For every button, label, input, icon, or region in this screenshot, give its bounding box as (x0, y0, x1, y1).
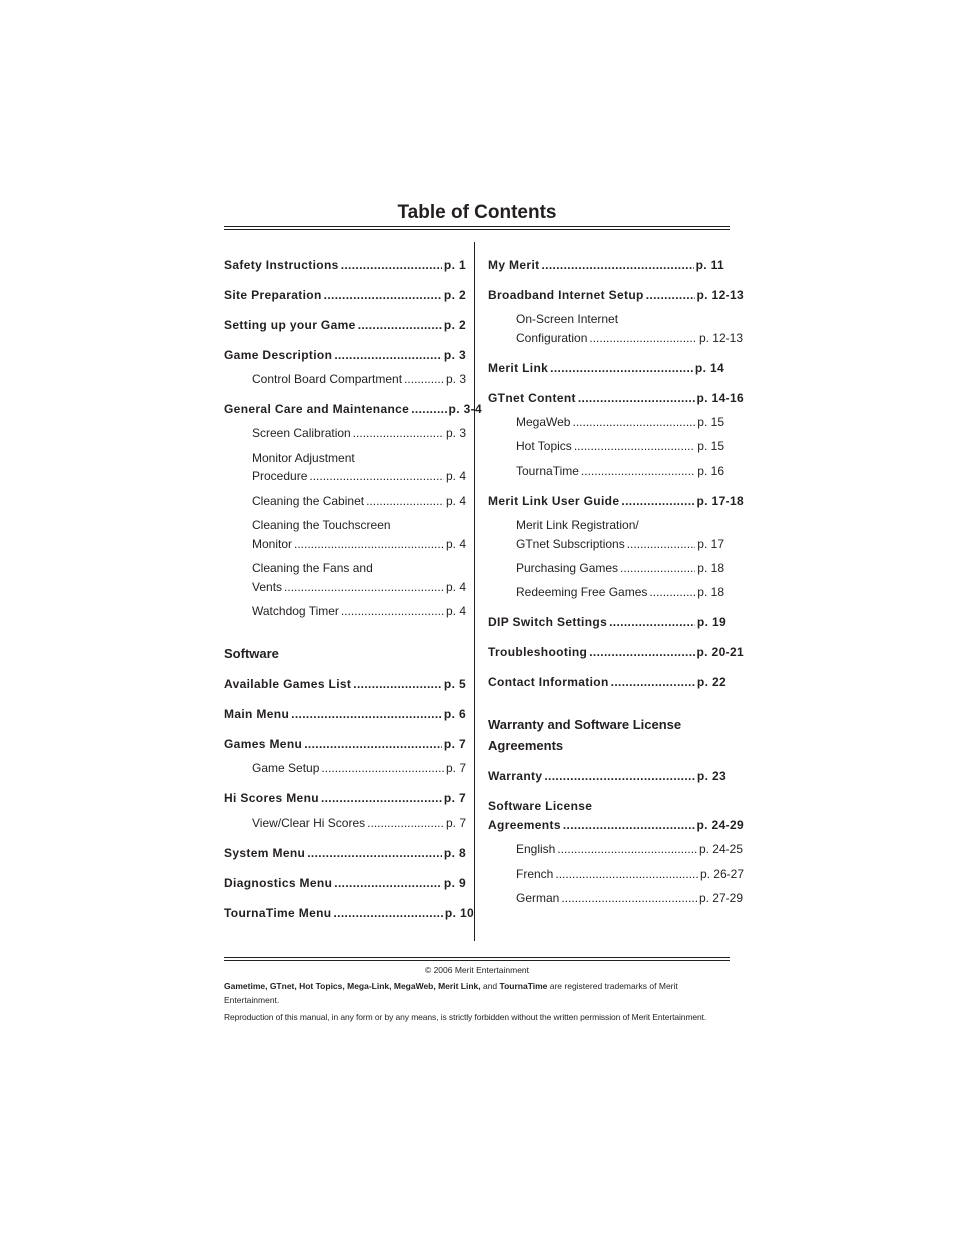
copyright-notice: © 2006 Merit Entertainment (424, 965, 530, 975)
footer-divider (224, 957, 730, 958)
toc-entry-site-preparation[interactable]: Site Preparation ..... p. 2 (224, 287, 466, 303)
toc-subentry-redeeming-free-games[interactable]: Redeeming Free Games ..... p. 18 (488, 584, 724, 600)
reproduction-notice: Reproduction of this manual, in any form or by any means, is strictly forbidden without the written permission of Merit Entertainment. (224, 1012, 707, 1022)
toc-subentry-purchasing-games[interactable]: Purchasing Games ..... p. 18 (488, 560, 724, 576)
toc-entry-system-menu[interactable]: System Menu ..... p. 8 (224, 845, 466, 861)
toc-entry-diagnostics-menu[interactable]: Diagnostics Menu ..... p. 9 (224, 875, 466, 891)
toc-subentry-french[interactable]: French ..... p. 26-27 (488, 866, 744, 882)
toc-subentry-view-clear-hi-scores[interactable]: View/Clear Hi Scores ..... p. 7 (224, 815, 466, 831)
toc-entry-gtnet-content[interactable]: GTnet Content ..... p. 14-16 (488, 390, 744, 406)
toc-subentry-watchdog-timer[interactable]: Watchdog Timer ..... p. 4 (224, 603, 466, 619)
toc-entry-hi-scores-menu[interactable]: Hi Scores Menu ..... p. 7 (224, 790, 466, 806)
toc-entry-software-license-agreements[interactable]: Agreements ..... p. 24-29 (488, 817, 744, 833)
toc-entry-troubleshooting[interactable]: Troubleshooting ..... p. 20-21 (488, 644, 744, 660)
toc-subentry-megaweb[interactable]: MegaWeb ..... p. 15 (488, 414, 724, 430)
section-heading-warranty-line2: Agreements (488, 738, 564, 753)
column-divider (474, 242, 475, 941)
toc-entry-broadband-setup[interactable]: Broadband Internet Setup ..... p. 12-13 (488, 287, 744, 303)
toc-subentry-cleaning-touchscreen[interactable]: Monitor ..... p. 4 (224, 536, 466, 552)
toc-subentry-gtnet-subscriptions[interactable]: GTnet Subscriptions ..... p. 17 (488, 536, 724, 552)
toc-entry-my-merit[interactable]: My Merit ..... p. 11 (488, 257, 724, 273)
toc-subentry-hot-topics[interactable]: Hot Topics ..... p. 15 (488, 438, 724, 454)
trademark-name-last: TournaTime (499, 981, 548, 991)
footer-divider-second (224, 960, 730, 961)
toc-entry-games-menu[interactable]: Games Menu ..... p. 7 (224, 736, 466, 752)
title-divider-second (224, 229, 730, 230)
toc-subentry-onscreen-line1: On-Screen Internet (516, 312, 619, 326)
trademark-notice (224, 979, 730, 1007)
toc-entry-available-games[interactable]: Available Games List ..... p. 5 (224, 676, 466, 692)
toc-subentry-game-setup[interactable]: Game Setup ..... p. 7 (224, 760, 466, 776)
toc-entry-general-care[interactable]: General Care and Maintenance ..... p. 3-4 (224, 401, 482, 417)
trademark-text: are registered trademarks of Merit Entertainment. (224, 981, 678, 1005)
toc-subentry-control-board[interactable]: Control Board Compartment ..... p. 3 (224, 371, 466, 387)
toc-subentry-english[interactable]: English ..... p. 24-25 (488, 841, 743, 857)
title-divider (224, 226, 730, 227)
section-heading-warranty-line1: Warranty and Software License (488, 717, 682, 732)
toc-entry-contact-information[interactable]: Contact Information ..... p. 22 (488, 674, 726, 690)
toc-entry-setting-up-game[interactable]: Setting up your Game ..... p. 2 (224, 317, 466, 333)
trademark-and: and (480, 981, 500, 991)
toc-subentry-tournatime[interactable]: TournaTime ..... p. 16 (488, 463, 724, 479)
toc-entry-warranty[interactable]: Warranty ..... p. 23 (488, 768, 726, 784)
toc-entry-tournatime-menu[interactable]: TournaTime Menu ..... p. 10 (224, 905, 474, 921)
page-title: Table of Contents (397, 202, 557, 223)
toc-subentry-german[interactable]: German ..... p. 27-29 (488, 890, 743, 906)
toc-subentry-registration-line1: Merit Link Registration/ (516, 518, 639, 532)
toc-subentry-fans-line1: Cleaning the Fans and (252, 561, 373, 575)
toc-entry-dip-switch-settings[interactable]: DIP Switch Settings ..... p. 19 (488, 614, 726, 630)
toc-entry-safety-instructions[interactable]: Safety Instructions ..... p. 1 (224, 257, 466, 273)
toc-subentry-touchscreen-line1: Cleaning the Touchscreen (252, 518, 391, 532)
toc-entry-software-license-line1: Software License (488, 799, 593, 813)
toc-subentry-onscreen-config[interactable]: Configuration ..... p. 12-13 (488, 330, 743, 346)
toc-entry-merit-link[interactable]: Merit Link ..... p. 14 (488, 360, 724, 376)
toc-subentry-cleaning-cabinet[interactable]: Cleaning the Cabinet ..... p. 4 (224, 493, 466, 509)
toc-entry-main-menu[interactable]: Main Menu ..... p. 6 (224, 706, 466, 722)
toc-entry-game-description[interactable]: Game Description ..... p. 3 (224, 347, 466, 363)
toc-entry-merit-link-user-guide[interactable]: Merit Link User Guide ..... p. 17-18 (488, 493, 744, 509)
trademark-names: Gametime, GTnet, Hot Topics, Mega-Link, MegaWeb, Merit Link, (224, 981, 481, 991)
toc-subentry-cleaning-fans[interactable]: Vents ..... p. 4 (224, 579, 466, 595)
section-heading-software: Software (224, 646, 279, 661)
toc-subentry-monitor-adjustment-line1: Monitor Adjustment (252, 451, 355, 465)
toc-subentry-monitor-adjustment[interactable]: Procedure ..... p. 4 (224, 468, 466, 484)
toc-subentry-screen-calibration[interactable]: Screen Calibration ..... p. 3 (224, 425, 466, 441)
